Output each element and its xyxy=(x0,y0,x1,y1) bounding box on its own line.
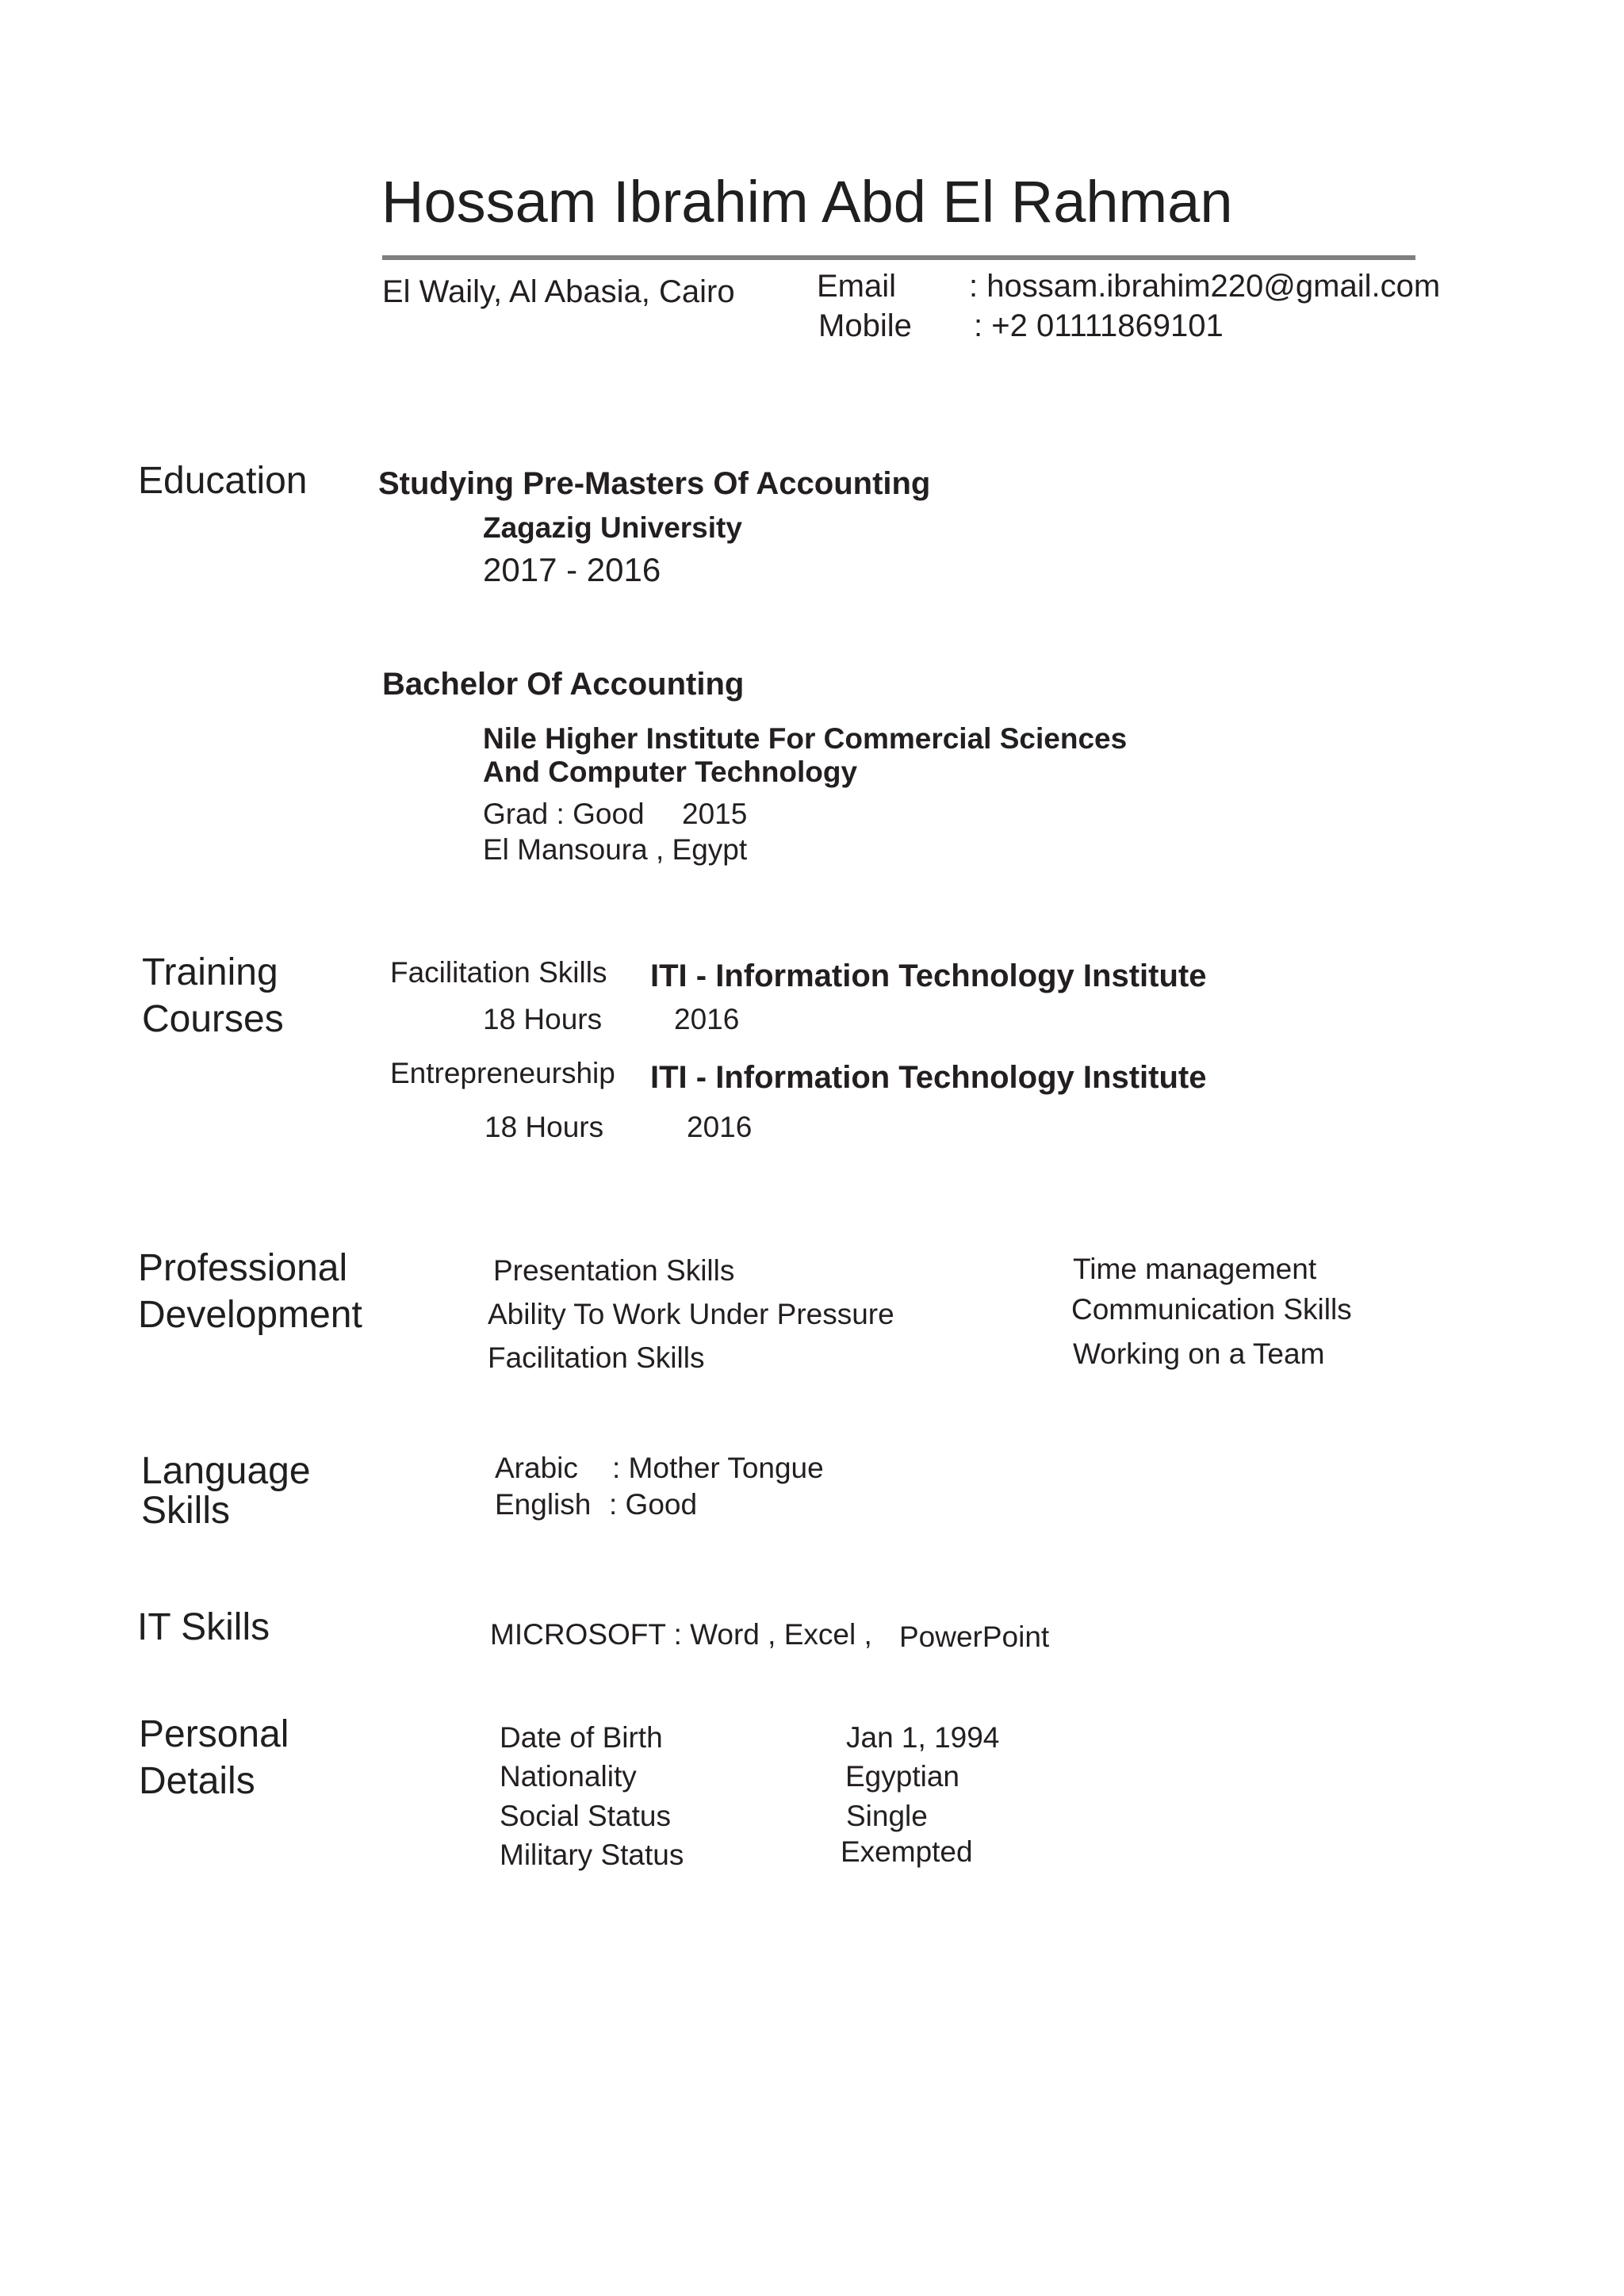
language-name: English xyxy=(495,1488,592,1521)
personal-value: Exempted xyxy=(841,1835,973,1868)
skill-item: Presentation Skills xyxy=(493,1254,735,1287)
education-location: El Mansoura , Egypt xyxy=(483,833,748,866)
mobile-label: Mobile xyxy=(818,308,912,343)
education-institution: Zagazig University xyxy=(483,511,742,544)
course-name: Entrepreneurship xyxy=(390,1057,615,1089)
course-provider: ITI - Information Technology Institute xyxy=(650,1060,1207,1095)
section-title-professional xyxy=(138,1246,362,1338)
address: El Waily, Al Abasia, Cairo xyxy=(382,274,735,309)
language-level: : Good xyxy=(609,1488,698,1521)
education-years: 2017 - 2016 xyxy=(483,551,661,588)
email-value: : hossam.ibrahim220@gmail.com xyxy=(969,269,1441,304)
course-hours: 18 Hours xyxy=(483,1003,603,1035)
it-skills-extra: PowerPoint xyxy=(899,1621,1050,1653)
section-title-language xyxy=(141,1452,311,1532)
course-year: 2016 xyxy=(674,1003,740,1035)
header-divider xyxy=(382,255,1415,260)
personal-label: Nationality xyxy=(500,1760,637,1793)
course-year: 2016 xyxy=(687,1111,753,1143)
personal-label: Date of Birth xyxy=(500,1721,663,1754)
section-title-line: Development xyxy=(138,1293,362,1336)
education-grad-year: 2015 xyxy=(682,798,748,830)
section-title-line: Personal xyxy=(139,1713,289,1755)
section-title-line: Training xyxy=(142,951,278,993)
it-skills-text: MICROSOFT : Word , Excel , xyxy=(490,1618,872,1651)
candidate-name: Hossam Ibrahim Abd El Rahman xyxy=(381,169,1233,235)
personal-value: Egyptian xyxy=(845,1760,959,1793)
skill-item: Working on a Team xyxy=(1073,1337,1325,1370)
course-hours: 18 Hours xyxy=(485,1111,604,1143)
education-grade: Grad : Good xyxy=(483,798,645,830)
section-title-it: IT Skills xyxy=(137,1606,270,1648)
course-provider: ITI - Information Technology Institute xyxy=(650,959,1207,993)
section-title-personal xyxy=(139,1712,289,1804)
language-name: Arabic xyxy=(495,1452,578,1484)
section-title-line: Details xyxy=(139,1759,255,1802)
language-level: : Mother Tongue xyxy=(612,1452,824,1484)
personal-label: Social Status xyxy=(500,1800,671,1832)
education-degree: Studying Pre-Masters Of Accounting xyxy=(378,466,931,501)
mobile-value: : +2 01111869101 xyxy=(974,308,1224,343)
education-institution: And Computer Technology xyxy=(483,756,858,788)
section-title-line: Professional xyxy=(138,1247,348,1289)
skill-item: Ability To Work Under Pressure xyxy=(488,1298,894,1330)
skill-item: Time management xyxy=(1073,1253,1317,1285)
section-title-training xyxy=(142,950,284,1043)
skill-item: Communication Skills xyxy=(1071,1293,1352,1326)
section-title-line: Courses xyxy=(142,997,284,1040)
section-title-line: Skills xyxy=(141,1490,231,1533)
education-degree: Bachelor Of Accounting xyxy=(382,667,745,702)
personal-value: Jan 1, 1994 xyxy=(846,1721,1000,1754)
section-title-line: Language xyxy=(141,1450,311,1492)
section-title-education: Education xyxy=(138,460,308,502)
course-name: Facilitation Skills xyxy=(390,956,607,989)
skill-item: Facilitation Skills xyxy=(488,1341,705,1374)
email-label: Email xyxy=(817,269,897,304)
personal-label: Military Status xyxy=(500,1839,684,1871)
education-institution: Nile Higher Institute For Commercial Sciences xyxy=(483,722,1128,755)
personal-value: Single xyxy=(846,1800,928,1832)
